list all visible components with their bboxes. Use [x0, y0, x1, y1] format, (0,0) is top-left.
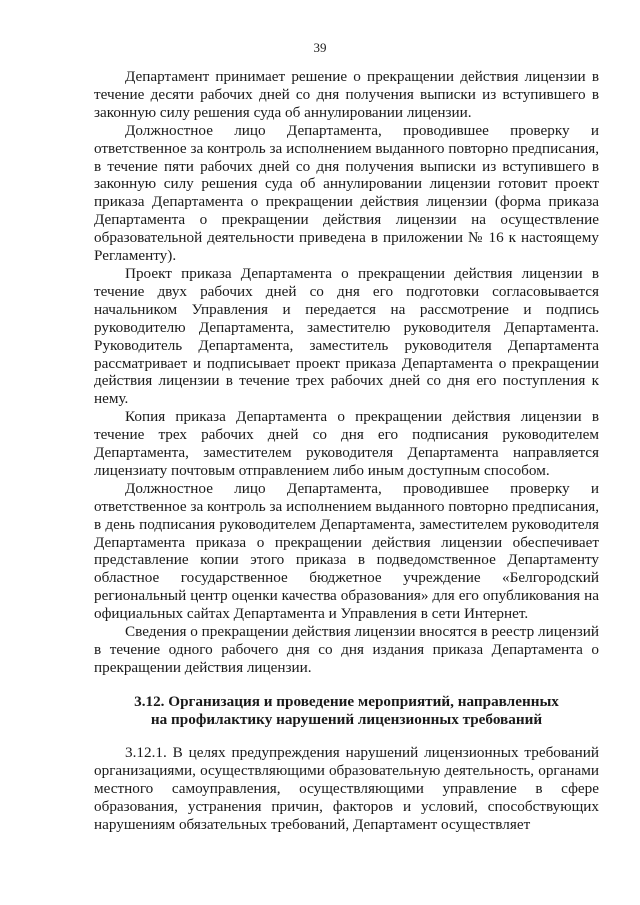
paragraph: Проект приказа Департамента о прекращении действия лицензии в течение двух рабочих дней со дня его подготовки согласовывается начальником Управления и передается на рассмотрение и подпись руководителю Департамента, заместителю руководителя Департамента. Руководитель Департамента, заместитель руководителя Департамента рассматривает и подписывает проект приказа Департамента о прекращении действия лицензии в течение трех рабочих дней со дня его поступления к нему.	[94, 264, 599, 408]
paragraph: Департамент принимает решение о прекращении действия лицензии в течение десяти рабочих дней со дня получения выписки из вступившего в законную силу решения суда об аннулировании лицензии.	[94, 68, 599, 121]
paragraph: 3.12.1. В целях предупреждения нарушений лицензионных требований организациями, осуществляющими образовательную деятельность, органами местного самоуправления, осуществляющими управление в сфере образования, устранения причин, факторов и условий, способствующих нарушениям обязательных требований, Департамент осуществляет	[94, 744, 599, 833]
section-body	[94, 744, 599, 834]
section-heading-line: на профилактику нарушений лицензионных требований	[150, 710, 543, 728]
body-text	[94, 68, 599, 677]
paragraph: Сведения о прекращении действия лицензии вносятся в реестр лицензий в течение одного рабочего дня со дня издания приказа Департамента о прекращении действия лицензии.	[94, 623, 599, 676]
paragraph: Должностное лицо Департамента, проводившее проверку и ответственное за контроль за исполнением выданного повторно предписания, в течение пяти рабочих дней со дня получения выписки из вступившего в законную силу решения суда об аннулировании лицензии готовит проект приказа Департамента о прекращении действия лицензии (форма приказа Департамента о прекращении действия лицензии на осуществление образовательной деятельности приведена в приложении № 16 к настоящему Регламенту).	[94, 121, 599, 265]
section-heading	[94, 693, 599, 729]
section-heading-line: 3.12. Организация и проведение мероприятий, направленных	[134, 693, 559, 710]
page-number: 39	[313, 40, 327, 55]
paragraph: Копия приказа Департамента о прекращении действия лицензии в течение трех рабочих дней со дня его подписания руководителем Департамента, заместителем руководителя Департамента направляется лицензиату почтовым отправлением либо иным доступным способом.	[94, 408, 599, 479]
paragraph: Должностное лицо Департамента, проводившее проверку и ответственное за контроль за исполнением выданного повторно предписания, в день подписания руководителем Департамента, заместителем руководителя Департамента приказа о прекращении действия лицензии обеспечивает представление копии этого приказа в подведомственное Департаменту областное государственное бюджетное учреждение «Белгородский региональный центр оценки качества образования» для его опубликования на официальных сайтах Департамента и Управления в сети Интернет.	[94, 479, 599, 623]
